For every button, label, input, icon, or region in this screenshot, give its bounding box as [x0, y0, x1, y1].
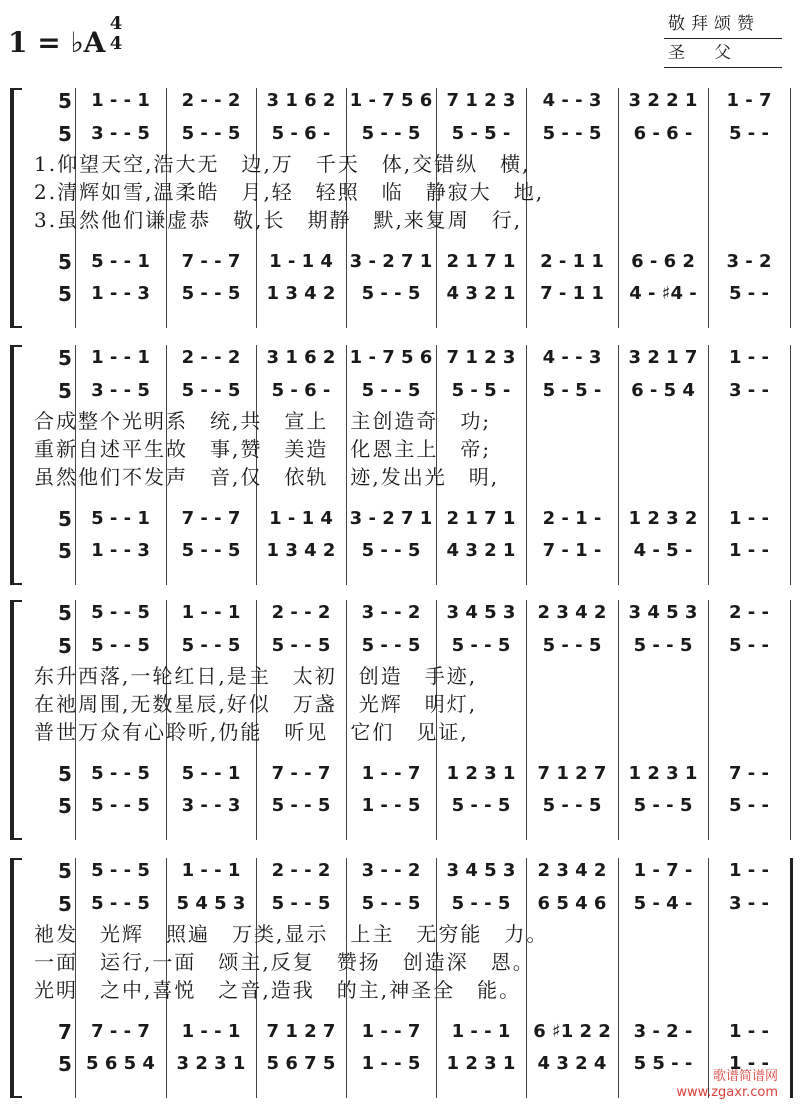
pickup-note: 5: [58, 250, 72, 274]
measure-notes: 7 1 2 7: [266, 1021, 336, 1042]
score-system: [0, 600, 800, 840]
song-author: 圣 父: [664, 39, 782, 68]
measure-notes: 5 - - 5: [361, 540, 421, 561]
measure-notes: 3 - 2: [726, 251, 772, 272]
measure-notes: 7 1 2 3: [446, 347, 516, 368]
measure-notes: 1 - - 5: [361, 795, 421, 816]
measure-notes: 3 - 2 -: [633, 1021, 693, 1042]
voice-row: [0, 633, 800, 659]
measure-notes: 5 - 6 -: [271, 380, 331, 401]
pickup-note: 5: [58, 762, 72, 786]
measure-notes: 3 4 5 3: [446, 602, 516, 623]
lyric-line: 东升西落,一轮红日,是主 太初 创造 手迹,: [34, 664, 478, 688]
measure-notes: 6 - 6 2: [631, 251, 695, 272]
measure-notes: 2 - - 2: [271, 860, 331, 881]
pickup-note: 5: [58, 892, 72, 916]
measure-notes: 2 3 4 2: [537, 602, 607, 623]
measure-notes: 5 - - 5: [91, 795, 150, 816]
measure-notes: 1 - - 7: [361, 1021, 421, 1042]
measure-notes: 5 - - 5: [451, 635, 511, 656]
measure-notes: 5 - - 5: [181, 123, 241, 144]
measure-notes: 6 - 5 4: [631, 380, 695, 401]
song-title: 敬拜颂赞: [664, 10, 782, 39]
pickup-note: 5: [58, 634, 72, 658]
measure-notes: 5 - 5 -: [451, 123, 511, 144]
measure-notes: 1 3 4 2: [266, 540, 336, 561]
measure-notes: 5 - - 5: [271, 795, 331, 816]
measure-notes: 3 4 5 3: [628, 602, 698, 623]
measure-notes: 3 4 5 3: [446, 860, 516, 881]
measure-notes: 3 1 6 2: [266, 90, 336, 111]
watermark-site-name: 歌谱简谱网: [712, 1069, 778, 1084]
measure-notes: 4 - 5 -: [633, 540, 693, 561]
measure-notes: 1 2 3 2: [628, 508, 698, 529]
measure-notes: 7 - - 7: [271, 763, 331, 784]
pickup-note: 5: [58, 282, 72, 306]
measure-notes: 5 - -: [729, 283, 769, 304]
measure-notes: 1 - 7 5 6: [349, 90, 433, 111]
lyric-line: 普世万众有心聆听,仍能 听见 它们 见证,: [34, 720, 469, 744]
measure-notes: 5 - - 5: [181, 635, 241, 656]
lyric-line: 合成整个光明系 统,共 宣上 主创造奇 功;: [34, 409, 492, 433]
measure-notes: 7 1 2 7: [537, 763, 607, 784]
measure-notes: 5 5 - -: [633, 1053, 693, 1074]
pickup-note: 5: [58, 539, 72, 563]
measure-notes: 2 - 1 1: [540, 251, 604, 272]
measure-notes: 3 2 1 7: [628, 347, 698, 368]
measure-notes: 1 - - 7: [361, 763, 421, 784]
measure-notes: 3 - -: [729, 893, 769, 914]
measure-notes: 1 - - 1: [181, 1021, 241, 1042]
measure-notes: 1 - - 5: [361, 1053, 421, 1074]
measure-notes: 2 - - 2: [181, 347, 241, 368]
measure-notes: 1 - -: [729, 860, 769, 881]
measure-notes: 2 - - 2: [181, 90, 241, 111]
measure-notes: 5 - 6 -: [271, 123, 331, 144]
measure-notes: 3 2 3 1: [176, 1053, 246, 1074]
measure-notes: 5 4 5 3: [176, 893, 246, 914]
measure-notes: 4 3 2 1: [446, 540, 516, 561]
measure-notes: 5 - - 5: [91, 635, 150, 656]
measure-notes: 5 6 5 4: [86, 1053, 155, 1074]
measure-notes: 5 - -: [729, 123, 769, 144]
measure-notes: 6 - 6 -: [633, 123, 693, 144]
measure-notes: 5 - - 5: [271, 635, 331, 656]
measure-notes: 5 - - 1: [91, 508, 150, 529]
measure-notes: 3 - - 5: [91, 123, 150, 144]
measure-notes: 1 - 7: [726, 90, 772, 111]
measure-notes: 1 - -: [729, 347, 769, 368]
measure-notes: 7 - 1 1: [540, 283, 604, 304]
measure-notes: 5 - - 5: [181, 540, 241, 561]
measure-notes: 5 - 5 -: [451, 380, 511, 401]
pickup-note: 5: [58, 1052, 72, 1076]
measure-notes: 6 5 4 6: [537, 893, 607, 914]
measure-notes: 5 - - 5: [542, 795, 602, 816]
measure-notes: 5 - - 5: [361, 635, 421, 656]
measure-notes: 1 - - 3: [91, 283, 150, 304]
measure-notes: 5 - - 5: [91, 893, 150, 914]
voice-row: [0, 891, 800, 917]
pickup-note: 5: [58, 346, 72, 370]
measure-notes: 1 2 3 1: [446, 763, 516, 784]
measure-notes: 1 - - 1: [181, 860, 241, 881]
measure-notes: 1 - 7 -: [633, 860, 693, 881]
measure-notes: 1 - - 3: [91, 540, 150, 561]
measure-notes: 4 - - 3: [542, 90, 602, 111]
measure-notes: 3 - - 3: [181, 795, 241, 816]
measure-notes: 5 - - 5: [361, 123, 421, 144]
measure-notes: 1 3 4 2: [266, 283, 336, 304]
lyric-line: 光明 之中,喜悦 之音,造我 的主,神圣全 能。: [34, 978, 522, 1002]
measure-notes: 4 3 2 1: [446, 283, 516, 304]
lyric-line: 祂发 光辉 照遍 万类,显示 上主 无穷能 力。: [34, 922, 549, 946]
measure-notes: 1 - 1 4: [269, 251, 333, 272]
measure-notes: 7 - 1 -: [542, 540, 602, 561]
measure-notes: 3 - - 2: [361, 602, 421, 623]
time-signature-top: 4: [109, 13, 123, 34]
measure-notes: 5 - - 1: [91, 251, 150, 272]
measure-notes: 5 - - 5: [91, 763, 150, 784]
pickup-note: 5: [58, 859, 72, 883]
measure-notes: 4 - ♯4 -: [629, 283, 697, 304]
pickup-note: 5: [58, 89, 72, 113]
measure-notes: 3 - - 5: [91, 380, 150, 401]
measure-notes: 5 - -: [729, 635, 769, 656]
measure-notes: 1 - - 1: [181, 602, 241, 623]
measure-notes: 7 - - 7: [181, 251, 241, 272]
voice-row: [0, 281, 800, 307]
measure-notes: 5 - - 5: [542, 123, 602, 144]
voice-row: [0, 378, 800, 404]
measure-notes: 3 - - 2: [361, 860, 421, 881]
voice-row: [0, 600, 800, 626]
measure-notes: 1 2 3 1: [446, 1053, 516, 1074]
measure-notes: 5 - - 5: [181, 283, 241, 304]
voice-row: [0, 345, 800, 371]
measure-notes: 3 - 2 7 1: [349, 508, 433, 529]
time-signature: [104, 14, 128, 54]
voice-row: [0, 858, 800, 884]
measure-notes: 5 - - 5: [633, 795, 693, 816]
measure-notes: 4 - - 3: [542, 347, 602, 368]
watermark-url: www.zgaxr.com: [676, 1085, 778, 1100]
pickup-note: 5: [58, 601, 72, 625]
measure-notes: 2 1 7 1: [446, 251, 516, 272]
voice-row: [0, 793, 800, 819]
measure-notes: 5 - - 5: [361, 893, 421, 914]
pickup-note: 7: [58, 1020, 72, 1044]
lyric-line: 2.清辉如雪,温柔皓 月,轻 轻照 临 静寂大 地,: [34, 180, 545, 204]
key-signature: 1 = ♭A: [8, 26, 106, 59]
voice-row: [0, 538, 800, 564]
measure-notes: 5 - - 5: [91, 860, 150, 881]
time-signature-bottom: 4: [109, 33, 123, 54]
voice-row: [0, 761, 800, 787]
measure-notes: 3 - 2 7 1: [349, 251, 433, 272]
measure-notes: 5 - - 5: [361, 283, 421, 304]
measure-notes: 1 - - 1: [451, 1021, 511, 1042]
measure-notes: 5 - - 1: [181, 763, 241, 784]
measure-notes: 3 1 6 2: [266, 347, 336, 368]
measure-notes: 7 - -: [729, 763, 769, 784]
measure-notes: 4 3 2 4: [537, 1053, 607, 1074]
measure-notes: 5 - - 5: [181, 380, 241, 401]
measure-notes: 1 2 3 1: [628, 763, 698, 784]
voice-row: [0, 506, 800, 532]
pickup-note: 5: [58, 794, 72, 818]
measure-notes: 1 - 1 4: [269, 508, 333, 529]
measure-notes: 1 - 7 5 6: [349, 347, 433, 368]
measure-notes: 1 - -: [729, 1021, 769, 1042]
lyric-line: 虽然他们不发声 音,仅 依轨 迹,发出光 明,: [34, 465, 500, 489]
measure-notes: 6 ♯1 2 2: [533, 1021, 611, 1042]
score-system: [0, 88, 800, 328]
score-system: [0, 345, 800, 585]
measure-notes: 1 - -: [729, 540, 769, 561]
measure-notes: 5 - -: [729, 795, 769, 816]
measure-notes: 5 - - 5: [451, 795, 511, 816]
voice-row: [0, 1019, 800, 1045]
measure-notes: 2 - 1 -: [542, 508, 602, 529]
measure-notes: 5 - 5 -: [542, 380, 602, 401]
lyric-line: 1.仰望天空,浩大无 边,万 千天 体,交错纵 横,: [34, 152, 531, 176]
voice-row: [0, 121, 800, 147]
measure-notes: 5 - - 5: [451, 893, 511, 914]
measure-notes: 5 - 4 -: [633, 893, 693, 914]
measure-notes: 7 - - 7: [91, 1021, 150, 1042]
pickup-note: 5: [58, 122, 72, 146]
measure-notes: 7 - - 7: [181, 508, 241, 529]
measure-notes: 2 - -: [729, 602, 769, 623]
score-system: [0, 858, 800, 1098]
lyric-line: 一面 运行,一面 颂主,反复 赞扬 创造深 恩。: [34, 950, 535, 974]
voice-row: [0, 249, 800, 275]
measure-notes: 2 1 7 1: [446, 508, 516, 529]
pickup-note: 5: [58, 507, 72, 531]
measure-notes: 1 - - 1: [91, 347, 150, 368]
pickup-note: 5: [58, 379, 72, 403]
measure-notes: 1 - -: [729, 508, 769, 529]
measure-notes: 5 6 7 5: [266, 1053, 336, 1074]
measure-notes: 5 - - 5: [542, 635, 602, 656]
credits: [664, 10, 782, 68]
measure-notes: 5 - - 5: [91, 602, 150, 623]
measure-notes: 3 - -: [729, 380, 769, 401]
measure-notes: 5 - - 5: [271, 893, 331, 914]
measure-notes: 2 - - 2: [271, 602, 331, 623]
lyric-line: 重新自述平生故 事,赞 美造 化恩主上 帝;: [34, 437, 492, 461]
measure-notes: 3 2 2 1: [628, 90, 698, 111]
measure-notes: 7 1 2 3: [446, 90, 516, 111]
lyric-line: 在祂周围,无数星辰,好似 万盏 光辉 明灯,: [34, 692, 478, 716]
voice-row: [0, 88, 800, 114]
measure-notes: 1 - - 1: [91, 90, 150, 111]
watermark: [676, 1069, 778, 1101]
measure-notes: 2 3 4 2: [537, 860, 607, 881]
measure-notes: 1 - -: [729, 1053, 769, 1074]
lyric-line: 3.虽然他们谦虚恭 敬,长 期静 默,来复周 行,: [34, 208, 523, 232]
measure-notes: 5 - - 5: [633, 635, 693, 656]
measure-notes: 5 - - 5: [361, 380, 421, 401]
